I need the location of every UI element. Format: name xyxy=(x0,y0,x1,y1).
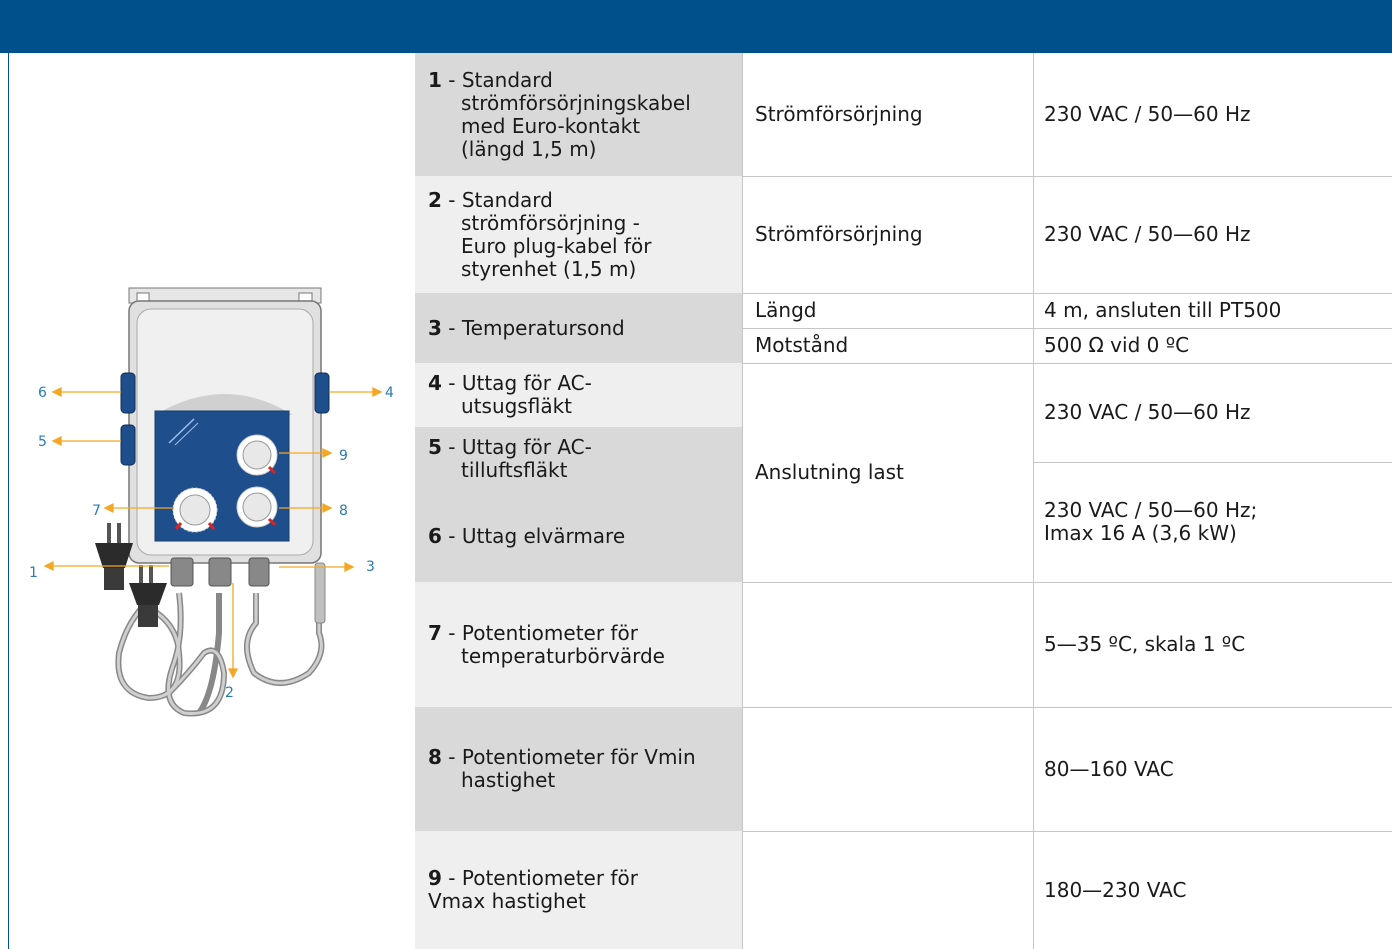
socket-6 xyxy=(121,373,135,413)
component-row-6: 6 - Uttag elvärmare xyxy=(415,490,742,582)
cable-gland-2 xyxy=(209,558,231,586)
callout-8: 8 xyxy=(339,503,348,519)
component-row-1: 1 - Standard strömförsörjningskabel med Euro-kontakt (längd 1,5 m) xyxy=(415,53,742,176)
value-pot-vmin: 80—160 VAC xyxy=(1033,707,1392,831)
param-empty-7 xyxy=(742,582,1033,707)
value-pot-vmax: 180—230 VAC xyxy=(1033,831,1392,949)
component-row-4: 4 - Uttag för AC- utsugsfläkt xyxy=(415,363,742,427)
param-empty-9 xyxy=(742,831,1033,949)
value-resistance: 500 Ω vid 0 ºC xyxy=(1033,328,1392,363)
value-length: 4 m, ansluten till PT500 xyxy=(1033,293,1392,328)
controller-device-illustration xyxy=(9,53,415,949)
param-empty-8 xyxy=(742,707,1033,831)
row-divider xyxy=(742,328,1392,329)
value-power-2: 230 VAC / 50—60 Hz xyxy=(1033,176,1392,293)
callout-6: 6 xyxy=(38,385,47,401)
socket-4 xyxy=(315,373,329,413)
param-resistance: Motstånd xyxy=(742,328,1033,363)
row-divider xyxy=(1033,462,1392,463)
param-length: Längd xyxy=(742,293,1033,328)
row-divider xyxy=(742,363,1392,364)
callout-3: 3 xyxy=(366,559,375,575)
cable-gland-1 xyxy=(171,558,193,586)
socket-5 xyxy=(121,425,135,465)
callout-1: 1 xyxy=(29,565,38,581)
callout-5: 5 xyxy=(38,434,47,450)
component-row-2: 2 - Standard strömförsörjning - Euro plug-kabel för styrenhet (1,5 m) xyxy=(415,176,742,293)
component-row-3: 3 - Temperatursond xyxy=(415,293,742,363)
component-row-9: 9 - Potentiometer för Vmax hastighet xyxy=(415,831,742,949)
knob-7 xyxy=(173,488,217,532)
device-illustration-cell xyxy=(9,53,415,949)
knob-9 xyxy=(237,435,277,475)
cable-gland-3 xyxy=(249,558,269,586)
row-divider xyxy=(742,707,1392,708)
param-power-1: Strömförsörjning xyxy=(742,53,1033,176)
component-row-5: 5 - Uttag för AC- tilluftsfläkt xyxy=(415,427,742,490)
component-row-8: 8 - Potentiometer för Vmin hastighet xyxy=(415,707,742,831)
value-pot-temp: 5—35 ºC, skala 1 ºC xyxy=(1033,582,1392,707)
row-divider xyxy=(742,293,1392,294)
callout-2: 2 xyxy=(225,685,234,701)
header-bar xyxy=(0,0,1392,53)
value-fans: 230 VAC / 50—60 Hz xyxy=(1033,363,1392,462)
callout-7: 7 xyxy=(92,503,101,519)
component-row-7: 7 - Potentiometer för temperaturbörvärde xyxy=(415,582,742,707)
row-divider xyxy=(742,176,1392,177)
temperature-probe xyxy=(315,563,325,623)
row-divider xyxy=(742,582,1392,583)
callout-4: 4 xyxy=(385,385,394,401)
callout-9: 9 xyxy=(339,448,348,464)
euro-plug-1 xyxy=(95,523,133,590)
param-load: Anslutning last xyxy=(742,363,1033,582)
row-divider xyxy=(742,831,1392,832)
param-power-2: Strömförsörjning xyxy=(742,176,1033,293)
value-heater: 230 VAC / 50—60 Hz; Imax 16 A (3,6 kW) xyxy=(1033,462,1392,582)
value-power-1: 230 VAC / 50—60 Hz xyxy=(1033,53,1392,176)
knob-8 xyxy=(237,487,277,527)
